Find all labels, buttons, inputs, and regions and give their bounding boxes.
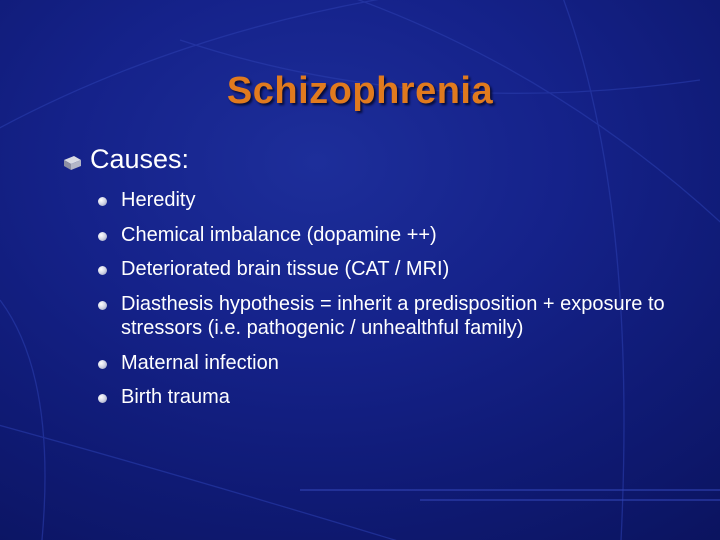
gray-3d-square-bullet-icon: [62, 154, 82, 172]
list-item-text: Heredity: [121, 189, 196, 211]
list-item-text: Maternal infection: [121, 351, 279, 374]
list-item-text: Chemical imbalance (dopamine ++): [121, 223, 437, 246]
main-point-text: Causes:: [90, 144, 190, 174]
round-dot-bullet-icon: [98, 301, 107, 310]
list-item: [96, 257, 696, 282]
list-item-text: Birth trauma: [121, 386, 230, 408]
list-item: [96, 385, 696, 410]
round-dot-bullet-icon: [98, 360, 107, 369]
list-item: [96, 223, 696, 248]
round-dot-bullet-icon: [98, 197, 107, 206]
list-item: [96, 188, 696, 213]
round-dot-bullet-icon: [98, 394, 107, 403]
list-item-text: Diasthesis hypothesis = inherit a predisposition + exposure to stressors (i.e. pathogenic / unhealthful family): [121, 292, 665, 339]
list-item: [96, 292, 696, 341]
causes-list: [96, 188, 696, 420]
round-dot-bullet-icon: [98, 266, 107, 275]
list-item: [96, 351, 696, 376]
round-dot-bullet-icon: [98, 232, 107, 241]
list-item-text: Deteriorated brain tissue (CAT / MRI): [121, 258, 450, 280]
main-point: [62, 144, 189, 175]
slide-title: Schizophrenia: [226, 70, 494, 112]
